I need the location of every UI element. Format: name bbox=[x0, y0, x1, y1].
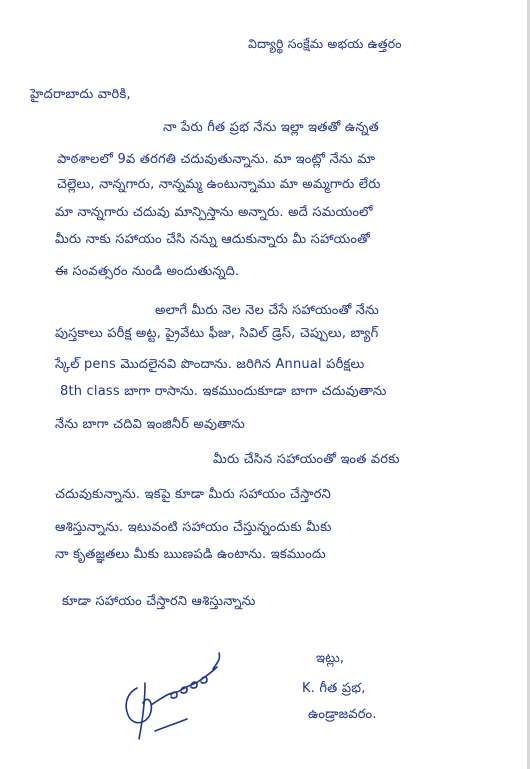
paragraph2-line3: స్కేల్ pens మొదలైనవి పొందాను. జరిగిన Annual పరీక్షలు bbox=[55, 357, 365, 372]
salutation: హైదరాబాదు వారికి, bbox=[30, 87, 131, 102]
paragraph1-line1: నా పేరు గీత ప్రభ నేను ఇల్లా ఇతతో ఉన్నత bbox=[163, 120, 379, 135]
sender-place: ఉండ్రాజవరం. bbox=[308, 707, 377, 722]
paragraph2-line2: పుస్తకాలు పరీక్ష అట్ట, ప్రైవేటు ఫీజు, సివిల్ డ్రెస్, చెప్పులు, బ్యాగ్ bbox=[55, 326, 379, 341]
letter-heading: విద్యార్థి సంక్షేమ అభయ ఉత్తరం bbox=[248, 36, 402, 51]
handwritten-signature bbox=[115, 643, 230, 743]
paragraph1-line5: మీరు నాకు సహాయం చేసి నన్ను ఆదుకున్నారు మీ సహాయంతో bbox=[55, 232, 371, 247]
paragraph3-line5: కూడా సహాయం చేస్తారని ఆశిస్తున్నాను bbox=[62, 594, 256, 609]
paragraph1-line4: మా నాన్నగారు చదువు మాన్పిస్తాను అన్నారు. అదే సమయంలో bbox=[55, 205, 373, 220]
sender-name: K. గీత ప్రభ, bbox=[302, 681, 366, 696]
paragraph1-line3: చెల్లెలు, నాన్నగారు, నాన్నమ్మ ఉంటున్నాము మా అమ్మగారు లేరు bbox=[57, 177, 381, 192]
paragraph3-line4: నా కృతజ్ఞతలు మీకు ఋణపడి ఉంటాను. ఇకముందు bbox=[55, 547, 326, 562]
paragraph2-line1: అలాగే మీరు నెల నెల చేసే సహాయంతో నేను bbox=[155, 303, 379, 318]
paragraph2-line5: నేను బాగా చదివి ఇంజినీర్ అవుతాను bbox=[55, 417, 245, 432]
paragraph3-line2: చదువుకున్నాను. ఇకపై కూడా మీరు సహాయం చేస్తారని bbox=[55, 487, 331, 502]
paragraph1-line2: పాఠశాలలో 9వ తరగతి చదువుతున్నాను. మా ఇంట్లో నేను మా bbox=[57, 152, 376, 167]
paragraph3-line3: ఆశిస్తున్నాను. ఇటువంటి సహాయం చేస్తున్నందుకు మీకు bbox=[55, 520, 332, 535]
paragraph2-line4: 8th class బాగా రాసాను. ఇకముందుకూడా బాగా చదువుతాను bbox=[60, 384, 387, 399]
closing-line: ఇట్లు, bbox=[316, 651, 345, 666]
paragraph3-line1: మీరు చేసిన సహాయంతో ఇంత వరకు bbox=[213, 452, 400, 467]
paragraph1-line6: ఈ సంవత్సరం నుండి అందుతున్నది. bbox=[55, 264, 240, 279]
